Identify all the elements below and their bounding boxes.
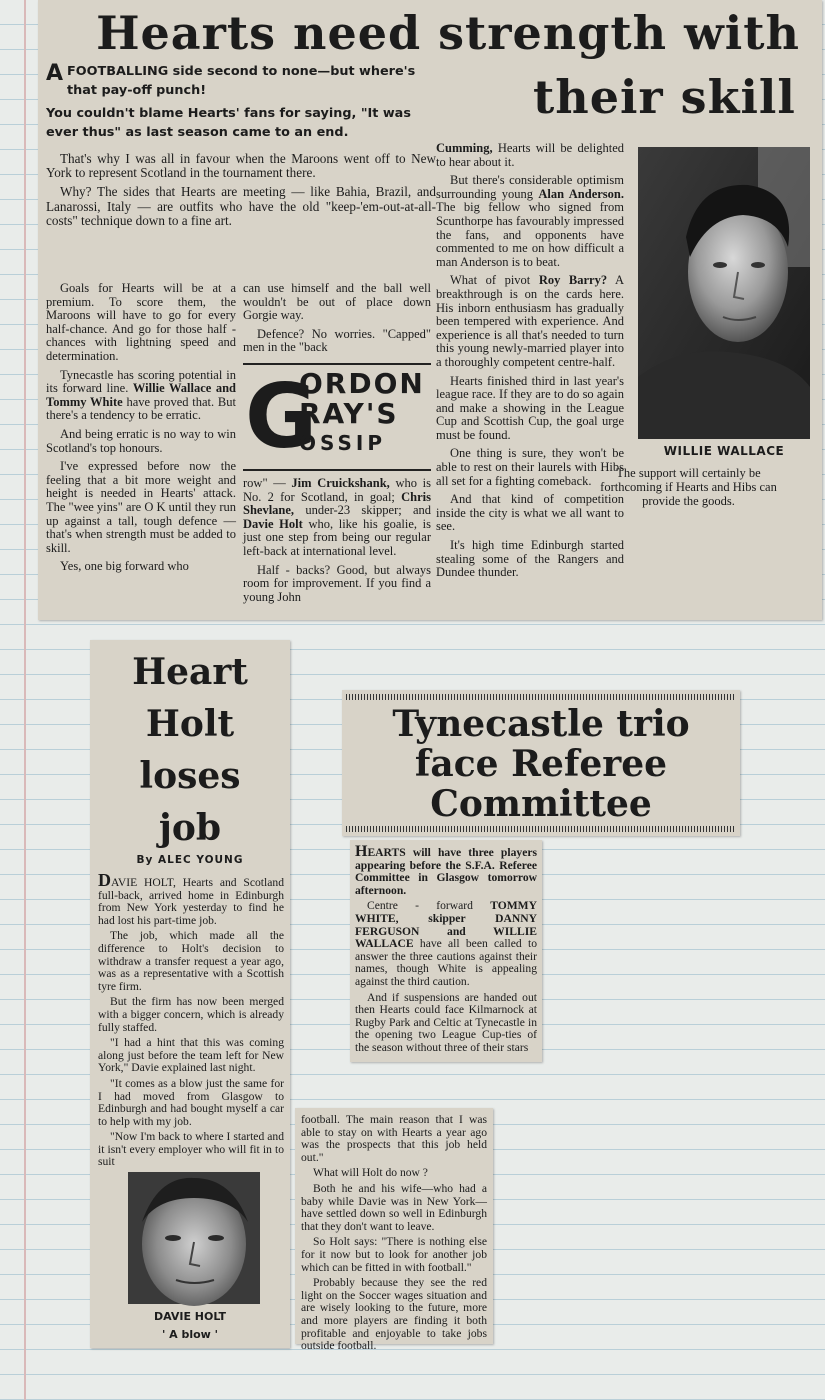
intro-drop-letter: A <box>46 61 64 86</box>
davie-holt-caption-quote: ' A blow ' <box>161 1328 219 1341</box>
holt-cont-paragraph-4: So Holt says: "There is nothing else for it now but to look for another job which can be fitted in with football." <box>301 1235 487 1274</box>
col1-paragraph-4: I've expressed before now the feeling that a bit more weight and height is needed in Hearts' attack. The "wee yins" are O K until they run up against a tall, tough defence — that's when strength must be added to skill. <box>46 459 237 555</box>
willie-wallace-note: The support will certainly be forthcoming if Hearts and Hibs can provide the goods. <box>600 466 777 508</box>
tyne-paragraph-1: HEARTS will have three players appearing before the S.F.A. Referee Committee in Glasgow tomorrow afternoon. <box>355 843 537 897</box>
top-intro <box>46 62 436 146</box>
col3-paragraph-5: One thing is sure, they won't be able to rest on their laurels with Hibs all set for a fighting comeback. <box>436 446 624 488</box>
top-headline-line1: Hearts need strength with <box>96 6 800 60</box>
col3-paragraph-6: And that kind of competition inside the city is what we all want to see. <box>436 492 624 534</box>
willie-wallace-photo <box>638 147 810 439</box>
holt-paragraph-1: DAVIE HOLT, Hearts and Scotland full-back, arrived home in Edinburgh from New York yesterday to find he had lost his part-time job. <box>98 870 284 927</box>
col3-paragraph-2: But there's considerable optimism surrounding young Alan Anderson. The big fellow who signed from Scunthorpe has favourably impressed the fans, and opponents have commented to me on how difficult a man Anderson is to beat. <box>436 173 625 269</box>
col3-paragraph-1: Cumming, Hearts will be delighted to hear about it. <box>436 141 624 169</box>
headline-border-bottom <box>346 826 736 832</box>
holt-cont-paragraph-5: Probably because they see the red light on the Soccer wages situation and are wisely looking to the future, more and more players are finding it both profitable and enjoyable to take jobs outside football. <box>301 1276 487 1353</box>
top-wide-column <box>46 152 436 233</box>
tynecastle-headline-clipping <box>342 690 740 836</box>
tynecastle-body-clipping <box>350 840 542 1062</box>
tyne-paragraph-3: And if suspensions are handed out then Hearts could face Kilmarnock at Rugby Park and Celtic at Tynecastle in the opening two League Cup-ties of the season without three of their stars <box>355 990 537 1054</box>
col1-paragraph-3: And being erratic is no way to win Scotland's top honours. <box>46 426 236 455</box>
davie-holt-photo <box>128 1172 260 1304</box>
holt-continuation-body <box>301 1114 487 1356</box>
holt-cont-paragraph-3: Both he and his wife—who had a baby while Davie was in New York—have settled down so well in Edinburgh that they don't want to leave. <box>301 1181 487 1233</box>
top-column-3 <box>436 142 624 585</box>
col3-paragraph-4: Hearts finished third in last year's league race. If they are to do so again and make a showing in the League Cup and Scottish Cup, the goal urge must be found. <box>436 373 624 442</box>
intro-paragraph-2: You couldn't blame Hearts' fans for saying, "It was ever thus" as last season came to an end. <box>46 106 411 140</box>
top-column-1 <box>46 282 236 579</box>
headline-border-top <box>346 694 736 700</box>
col1-names: Willie Wallace and Tommy White <box>46 381 237 409</box>
col3-paragraph-3: What of pivot Roy Barry? A breakthrough is on the cards here. His inborn enthusiasm has gradually been tempered with experience. And experience is all that's needed to turn this young newly-married player into a thoroughly competent centre-half. <box>436 273 625 369</box>
holt-cont-paragraph-1: football. The main reason that I was able to stay on with Hearts a year ago was the prospects that this job held out." <box>301 1113 487 1164</box>
col2-paragraph-4: Half - backs? Good, but always room for improvement. If you find a young John <box>243 562 431 604</box>
holt-paragraph-2: The job, which made all the difference to Holt's decision to withdraw a transfer request a year ago, was as a representative with a Scottish tyre firm. <box>98 929 284 993</box>
col1-paragraph-2: Tynecastle has scoring potential in its forward line. Willie Wallace and Tommy White have proved that. But there's a tendency to be erratic. <box>46 367 237 423</box>
holt-continuation-clipping <box>295 1108 493 1353</box>
tynecastle-headline: Tynecastle trio face Referee Committee <box>392 703 690 825</box>
column-rule-bottom <box>243 469 431 471</box>
notebook-margin-line <box>24 0 26 1400</box>
holt-paragraph-3: But the firm has now been merged with a bigger concern, which is already fully staffed. <box>98 995 284 1034</box>
willie-wallace-caption: WILLIE WALLACE <box>663 444 785 458</box>
holt-paragraph-4: "I had a hint that this was coming along just before the team left for New York," Davie explained last night. <box>98 1036 284 1075</box>
col2-paragraph-1: can use himself and the ball well wouldn't be out of place down Gorgie way. <box>243 281 431 323</box>
tyne-paragraph-2: Centre - forward TOMMY WHITE, skipper DANNY FERGUSON and WILLIE WALLACE have all been called to answer the three cautions against their names, though White is appealing against the third caution. <box>355 899 537 988</box>
holt-cont-paragraph-2: What will Holt do now ? <box>313 1166 428 1180</box>
davie-holt-caption: DAVIE HOLT <box>153 1310 227 1323</box>
holt-article-clipping <box>90 640 290 1348</box>
top-column-2 <box>243 282 431 609</box>
wide-paragraph-2: Why? The sides that Hearts are meeting — like Bahia, Brazil, and Lanarossi, Italy — are outfits who have the old "keep-'em-out-at-all-costs" technique down to a fine art. <box>46 184 436 228</box>
wide-paragraph-1: That's why I was all in favour when the Maroons went off to New York to represent Scotland in the tournament there. <box>46 151 436 181</box>
intro-paragraph-1: FOOTBALLING side second to none—but where's that pay-off punch! <box>67 64 416 98</box>
col3-paragraph-7: It's high time Edinburgh started stealing some of the Rangers and Dundee thunder. <box>436 538 624 580</box>
holt-body <box>98 870 284 1172</box>
top-article-clipping <box>38 0 822 620</box>
holt-paragraph-5: "It comes as a blow just the same for I had moved from Glasgow to Edinburgh and had bought myself a car to help with my job. <box>98 1076 284 1128</box>
gordon-grays-gossip-logo: G ORDON RAY'S OSSIP <box>245 364 425 468</box>
top-headline-line2: their skill <box>533 70 796 124</box>
col1-paragraph-1: Goals for Hearts will be at a premium. To score them, the Maroons will have to go for every half-chance. And go for those half - chances with lightning speed and determination. <box>46 281 236 363</box>
tynecastle-body <box>355 843 537 1058</box>
col2-paragraph-3: row" — Jim Cruickshank, who is No. 2 for Scotland, in goal; Chris Shevlane, under-23 skipper; and Davie Holt who, like his goalie, is just one step from being our regular left-back at international level. <box>243 475 432 558</box>
col1-paragraph-5: Yes, one big forward who <box>60 559 189 574</box>
col2-paragraph-2: Defence? No worries. "Capped" men in the "back <box>243 326 431 355</box>
holt-headline: Heart Holt loses job <box>132 651 248 849</box>
holt-paragraph-6: "Now I'm back to where I started and it isn't every employer who will fit in to suit <box>98 1130 284 1169</box>
holt-byline: By ALEC YOUNG <box>136 854 244 866</box>
